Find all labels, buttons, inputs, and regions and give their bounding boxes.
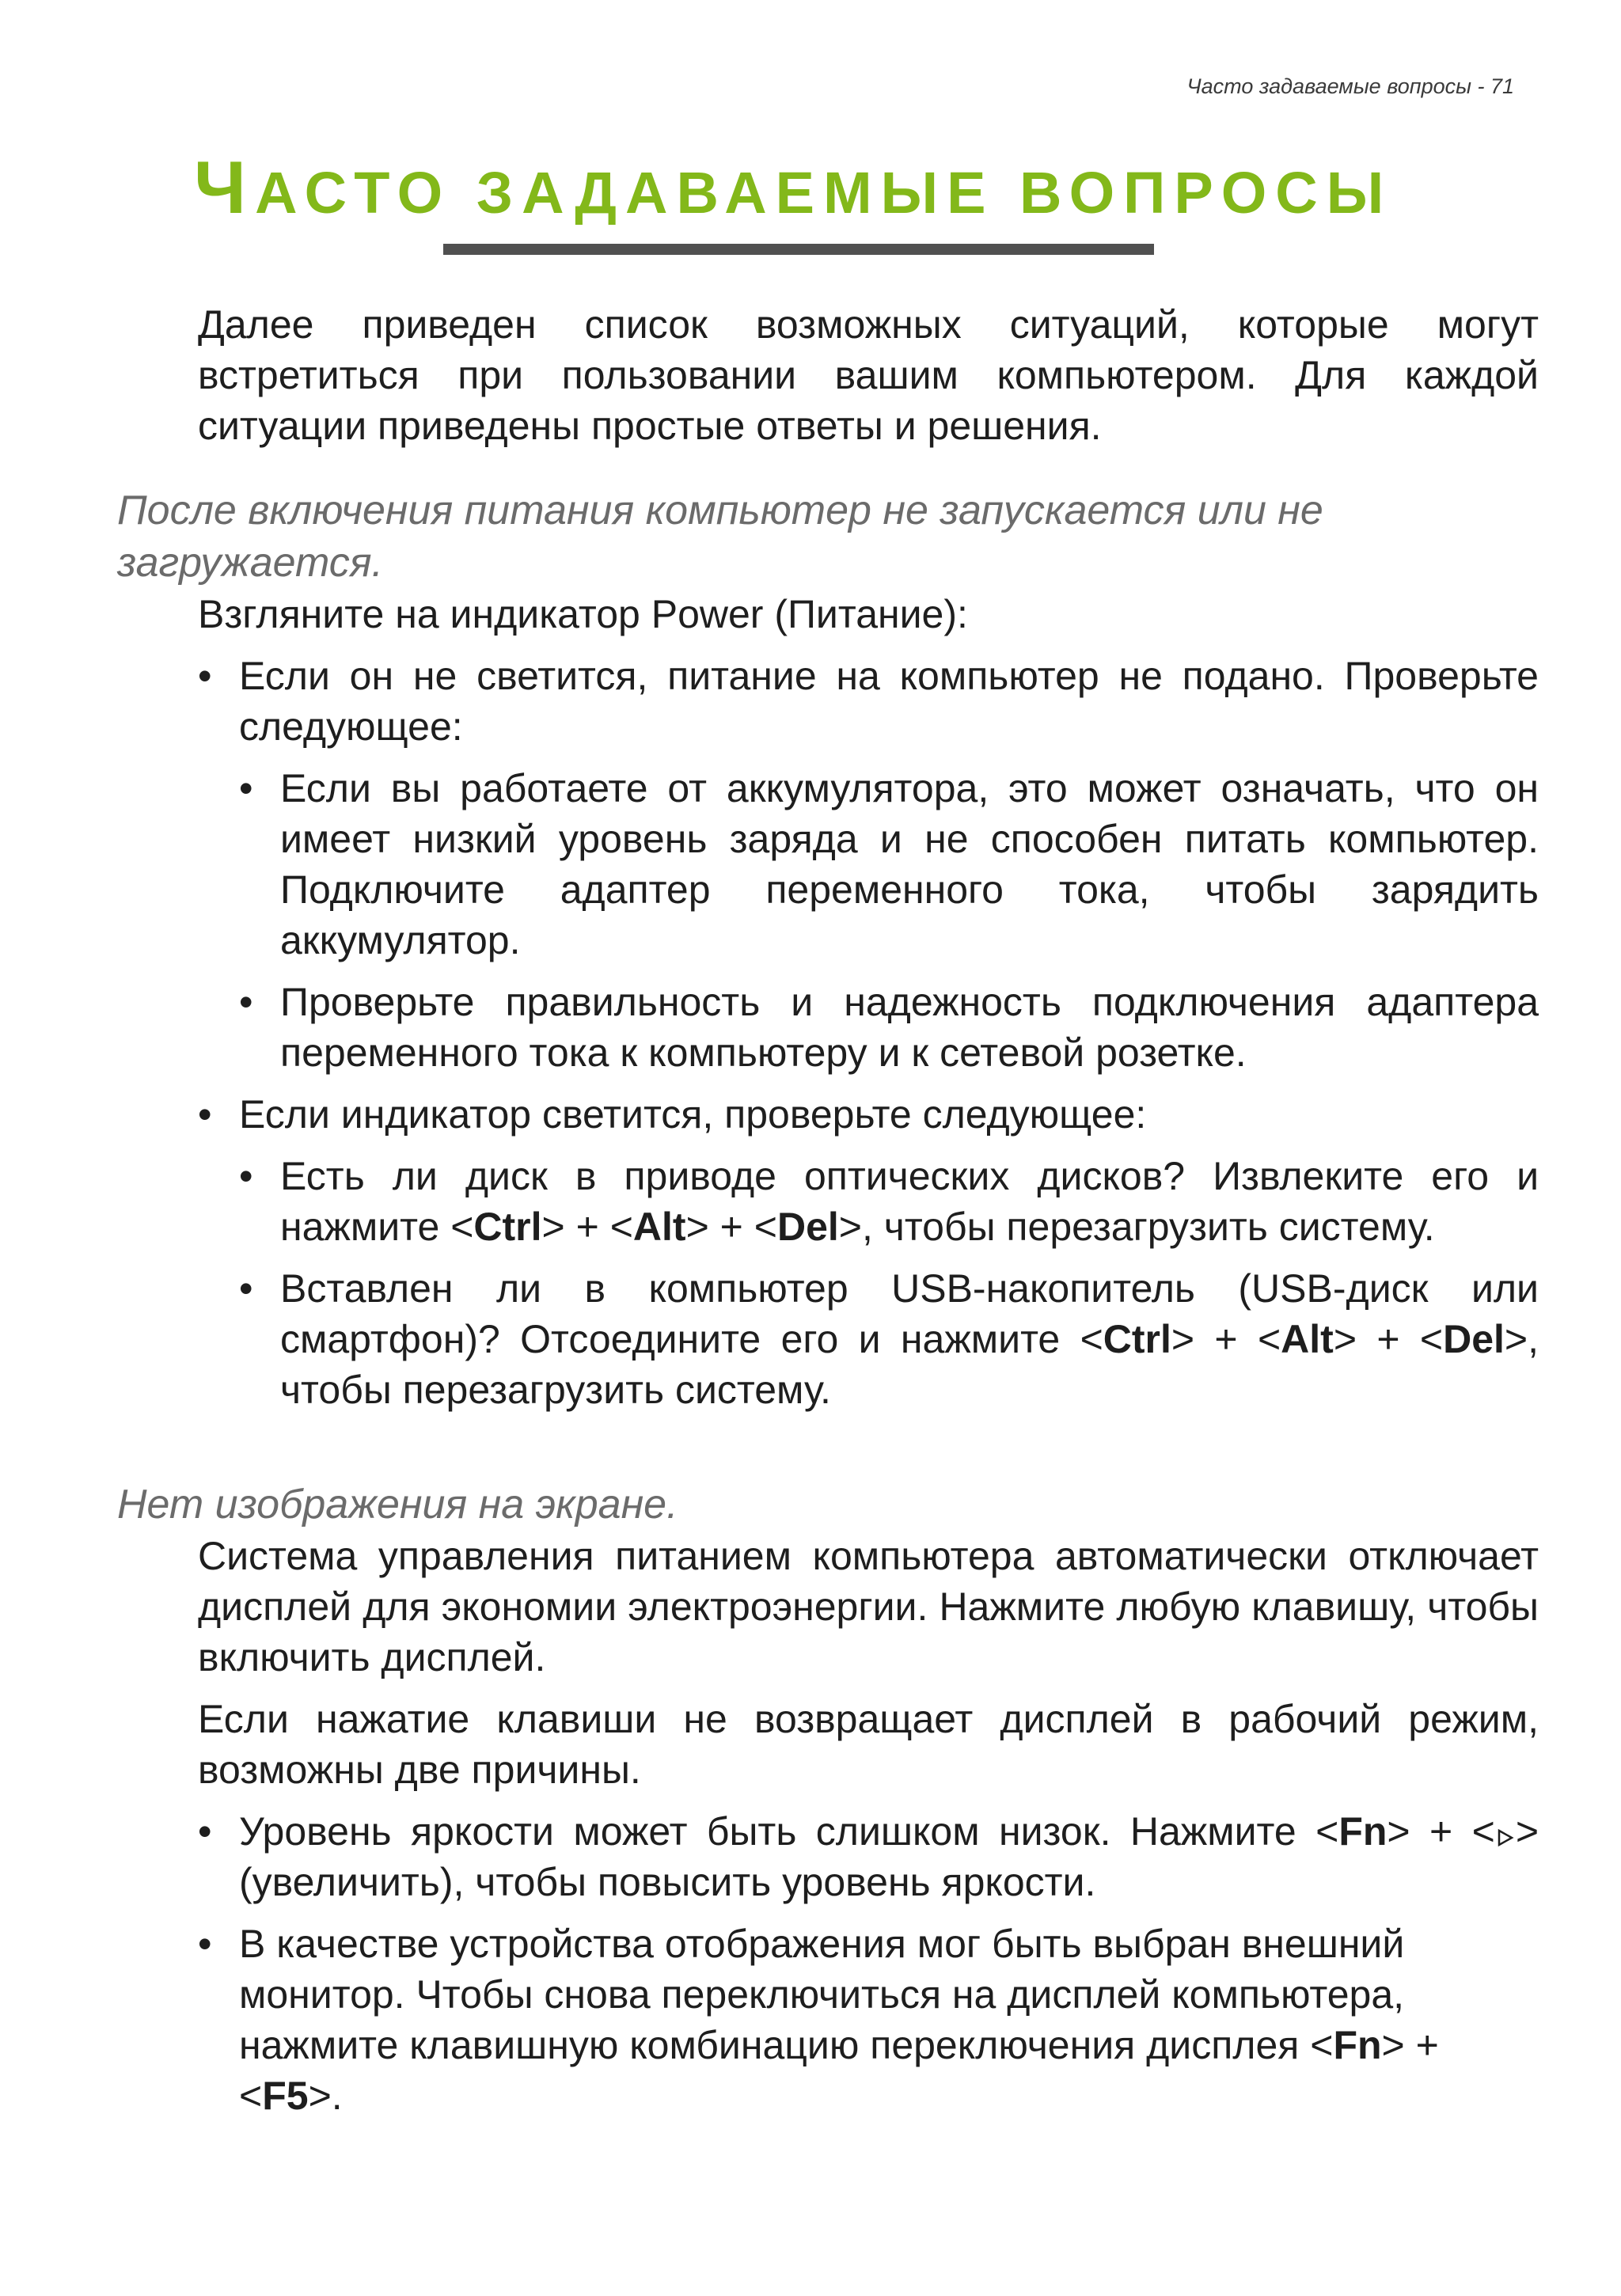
- list-item-text: Проверьте правильность и надежность подключения адаптера переменного тока к компьютеру и к сетевой розетке.: [280, 980, 1539, 1075]
- list-item: [239, 763, 1539, 966]
- list-item-tail: , чтобы перезагрузить систему.: [280, 1317, 1539, 1412]
- bullet-icon: •: [239, 766, 253, 810]
- key-combo: <Ctrl> + <Alt> + <Del>: [450, 1205, 862, 1249]
- list-item: [198, 651, 1539, 752]
- bullet-icon: •: [239, 980, 253, 1024]
- page-title: [194, 146, 1393, 229]
- list-item-tail: , чтобы перезагрузить систему.: [861, 1205, 1435, 1249]
- list-item-text: Вставлен ли в компьютер USB-накопитель (USB-диск или смартфон)? Отсоедините его и нажмите: [280, 1266, 1539, 1361]
- bullet-icon: •: [198, 1809, 212, 1854]
- key-fn: Fn: [1333, 2023, 1382, 2067]
- key-ctrl: Ctrl: [1103, 1317, 1171, 1361]
- title-first-letter: Ч: [194, 146, 256, 229]
- key-f5: F5: [262, 2074, 309, 2118]
- list-item: • В качестве устройства отображения мог быть выбран внешний монитор. Чтобы снова переключиться на дисплей компьютера, нажмите клавишную комбинацию переключения дисплея <Fn> + <F5>.: [239, 1918, 1539, 2121]
- section-heading-power: После включения питания компьютер не запускается или не загружается.: [117, 488, 1323, 586]
- key-fn: Fn: [1338, 1809, 1388, 1854]
- title-rest: АСТО ЗАДАВАЕМЫЕ ВОПРОСЫ: [255, 160, 1393, 226]
- list-item: [198, 1089, 1539, 1140]
- list-item-text: Есть ли диск в приводе оптических дисков? Извлеките его и нажмите: [280, 1154, 1539, 1249]
- section-power-lead: Взгляните на индикатор Power (Питание):: [198, 592, 968, 636]
- list-item: [239, 977, 1539, 1078]
- bullet-icon: •: [239, 1154, 253, 1198]
- list-item: • Вставлен ли в компьютер USB-накопитель (USB-диск или смартфон)? Отсоедините его и нажмите <Ctrl> + <Alt> + <Del>, чтобы перезагрузить систему.: [280, 1263, 1539, 1415]
- key-ctrl: Ctrl: [473, 1205, 542, 1249]
- page-header: Часто задаваемые вопросы - 71: [1186, 74, 1514, 98]
- list-item-text: Если индикатор светится, проверьте следующее:: [239, 1092, 1147, 1137]
- list-item: • Уровень яркости может быть слишком низок. Нажмите <Fn> + < > (увеличить), чтобы повысить уровень яркости.: [239, 1806, 1539, 1907]
- section-heading-no-display: Нет изображения на экране.: [117, 1482, 678, 1528]
- title-divider: [443, 244, 1154, 255]
- bullet-icon: •: [239, 1266, 253, 1311]
- triangle-right-icon: [1495, 1826, 1516, 1850]
- bullet-icon: •: [198, 654, 212, 698]
- list-item-text: Если он не светится, питание на компьютер не подано. Проверьте следующее:: [239, 654, 1539, 749]
- list-item-tail: .: [331, 2074, 343, 2118]
- bullet-icon: •: [198, 1092, 212, 1137]
- section-display-paragraph-1: Система управления питанием компьютера автоматически отключает дисплей для экономии электроэнергии. Нажмите любую клавишу, чтобы включить дисплей.: [198, 1534, 1539, 1679]
- key-alt: Alt: [1281, 1317, 1334, 1361]
- list-item-text: Уровень яркости может быть слишком низок. Нажмите: [239, 1809, 1316, 1854]
- key-alt: Alt: [632, 1205, 686, 1249]
- section-display-paragraph-2: Если нажатие клавиши не возвращает дисплей в рабочий режим, возможны две причины.: [198, 1697, 1539, 1792]
- intro-paragraph: Далее приведен список возможных ситуаций, которые могут встретиться при пользовании вашим компьютером. Для каждой ситуации приведены простые ответы и решения.: [198, 302, 1539, 448]
- page-content: [0, 299, 1621, 2121]
- key-del: Del: [1443, 1317, 1505, 1361]
- key-del: Del: [776, 1205, 839, 1249]
- bullet-icon: •: [198, 1922, 212, 1966]
- list-item-tail: (увеличить), чтобы повысить уровень яркости.: [239, 1860, 1096, 1904]
- list-item-text: Если вы работаете от аккумулятора, это может означать, что он имеет низкий уровень заряда и не способен питать компьютер. Подключите адаптер переменного тока, чтобы зарядить аккумулятор.: [280, 766, 1539, 962]
- list-item: [239, 1151, 1539, 1252]
- list-item-text: В качестве устройства отображения мог быть выбран внешний монитор. Чтобы снова переключиться на дисплей компьютера, нажмите клавишную комбинацию переключения дисплея: [239, 1922, 1405, 2067]
